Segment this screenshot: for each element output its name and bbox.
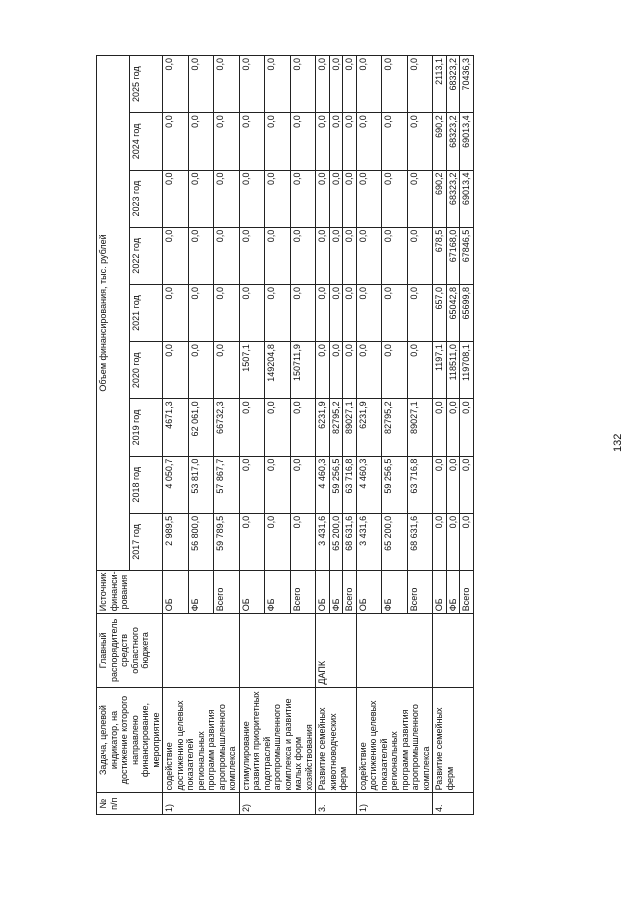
header-num: № п/п: [97, 793, 163, 815]
value-cell: 63 716,8: [407, 456, 433, 513]
block-task: Развитие семейных животноводческих ферм: [316, 687, 357, 793]
header-year: 2018 год: [130, 456, 163, 513]
value-cell: 56 800,0: [188, 513, 214, 570]
header-volume: Объем финансирования, тыс. рублей: [97, 56, 130, 571]
header-year: 2020 год: [130, 342, 163, 399]
value-cell: 0,0: [433, 456, 447, 513]
value-cell: 66732,3: [214, 399, 240, 456]
value-cell: 0,0: [163, 113, 189, 170]
value-cell: 0,0: [290, 56, 316, 113]
value-cell: 0,0: [290, 227, 316, 284]
value-cell: 0,0: [163, 227, 189, 284]
source-cell: ОБ: [433, 571, 447, 614]
value-cell: 65699,8: [460, 284, 474, 341]
value-cell: 0,0: [356, 170, 382, 227]
value-cell: 4 460,3: [316, 456, 330, 513]
value-cell: 0,0: [356, 227, 382, 284]
value-cell: 65042,8: [446, 284, 460, 341]
header-rasp: Главный распорядитель средств областного бюджета: [97, 614, 163, 687]
block-task: стимулирование развития приоритетных подотраслей агропромышленного комплекса и развитие малых форм хозяйствования: [239, 687, 316, 793]
block-num: 3.: [316, 793, 357, 815]
value-cell: 0,0: [214, 56, 240, 113]
header-year: 2022 год: [130, 227, 163, 284]
value-cell: 0,0: [214, 284, 240, 341]
value-cell: 0,0: [407, 342, 433, 399]
value-cell: 68 631,6: [343, 513, 357, 570]
value-cell: 0,0: [163, 56, 189, 113]
value-cell: 0,0: [316, 170, 330, 227]
value-cell: 0,0: [316, 56, 330, 113]
header-year: 2021 год: [130, 284, 163, 341]
value-cell: 0,0: [265, 56, 291, 113]
block-num: 4.: [433, 793, 474, 815]
value-cell: 0,0: [214, 113, 240, 170]
source-cell: ОБ: [239, 571, 265, 614]
block-num: 2): [239, 793, 316, 815]
value-cell: 4 460,3: [356, 456, 382, 513]
value-cell: 59 256,5: [382, 456, 408, 513]
block-task: содействие достижению целевых показателей региональных программ развития агропромышленного комплекса: [356, 687, 433, 793]
value-cell: 0,0: [316, 342, 330, 399]
source-cell: ОБ: [316, 571, 330, 614]
value-cell: 63 716,8: [343, 456, 357, 513]
value-cell: 62 061,0: [188, 399, 214, 456]
value-cell: 0,0: [407, 113, 433, 170]
value-cell: 0,0: [239, 170, 265, 227]
value-cell: 0,0: [343, 56, 357, 113]
value-cell: 0,0: [265, 227, 291, 284]
header-year: 2019 год: [130, 399, 163, 456]
value-cell: 0,0: [290, 456, 316, 513]
value-cell: 0,0: [356, 56, 382, 113]
value-cell: 57 867,7: [214, 456, 240, 513]
value-cell: 65 200,0: [329, 513, 343, 570]
value-cell: 89027,1: [343, 399, 357, 456]
value-cell: 0,0: [446, 513, 460, 570]
block-num: 1): [356, 793, 433, 815]
value-cell: 0,0: [407, 56, 433, 113]
value-cell: 1197,1: [433, 342, 447, 399]
table-row: [433, 56, 447, 815]
header-year: 2017 год: [130, 513, 163, 570]
header-year: 2023 год: [130, 170, 163, 227]
value-cell: 0,0: [239, 399, 265, 456]
value-cell: 0,0: [356, 284, 382, 341]
value-cell: 0,0: [382, 113, 408, 170]
value-cell: 70436,3: [460, 56, 474, 113]
value-cell: 3 431,6: [356, 513, 382, 570]
value-cell: 2113,1: [433, 56, 447, 113]
value-cell: 0,0: [265, 399, 291, 456]
table-row: [163, 56, 189, 815]
source-cell: Всего: [343, 571, 357, 614]
source-cell: ФБ: [446, 571, 460, 614]
header-year: 2024 год: [130, 113, 163, 170]
value-cell: 678,5: [433, 227, 447, 284]
value-cell: 0,0: [343, 342, 357, 399]
value-cell: 0,0: [356, 342, 382, 399]
value-cell: 0,0: [382, 170, 408, 227]
value-cell: 0,0: [316, 284, 330, 341]
value-cell: 0,0: [290, 170, 316, 227]
value-cell: 89027,1: [407, 399, 433, 456]
value-cell: 0,0: [239, 113, 265, 170]
value-cell: 0,0: [407, 284, 433, 341]
value-cell: 0,0: [460, 456, 474, 513]
value-cell: 0,0: [188, 342, 214, 399]
value-cell: 0,0: [329, 113, 343, 170]
value-cell: 67168,0: [446, 227, 460, 284]
value-cell: 6231,9: [356, 399, 382, 456]
source-cell: ФБ: [382, 571, 408, 614]
value-cell: 0,0: [214, 170, 240, 227]
source-cell: Всего: [290, 571, 316, 614]
value-cell: 0,0: [239, 284, 265, 341]
value-cell: 0,0: [329, 56, 343, 113]
financing-table: [96, 55, 474, 815]
source-cell: Всего: [407, 571, 433, 614]
value-cell: 690,2: [433, 113, 447, 170]
value-cell: 150711,9: [290, 342, 316, 399]
value-cell: 0,0: [188, 56, 214, 113]
value-cell: 6231,9: [316, 399, 330, 456]
value-cell: 0,0: [265, 170, 291, 227]
value-cell: 0,0: [265, 284, 291, 341]
value-cell: 0,0: [239, 227, 265, 284]
value-cell: 0,0: [460, 399, 474, 456]
value-cell: 68323,2: [446, 113, 460, 170]
value-cell: 0,0: [214, 342, 240, 399]
value-cell: 68323,2: [446, 170, 460, 227]
source-cell: ФБ: [329, 571, 343, 614]
value-cell: 118511,0: [446, 342, 460, 399]
value-cell: 68323,2: [446, 56, 460, 113]
value-cell: 0,0: [343, 227, 357, 284]
value-cell: 0,0: [239, 56, 265, 113]
source-cell: Всего: [460, 571, 474, 614]
block-task: содействие достижению целевых показателей региональных программ развития агропромышленного комплекса: [163, 687, 240, 793]
value-cell: 0,0: [163, 342, 189, 399]
block-rasp: [239, 614, 316, 687]
value-cell: 690,2: [433, 170, 447, 227]
value-cell: 119708,1: [460, 342, 474, 399]
value-cell: 0,0: [407, 227, 433, 284]
value-cell: 68 631,6: [407, 513, 433, 570]
source-cell: Всего: [214, 571, 240, 614]
value-cell: 65 200,0: [382, 513, 408, 570]
header-row: [97, 56, 130, 815]
value-cell: 82795,2: [329, 399, 343, 456]
value-cell: 82795,2: [382, 399, 408, 456]
value-cell: 0,0: [343, 170, 357, 227]
value-cell: 67846,5: [460, 227, 474, 284]
value-cell: 0,0: [290, 399, 316, 456]
value-cell: 0,0: [265, 113, 291, 170]
block-rasp: [356, 614, 433, 687]
header-task: Задача, целевой индикатор, на достижение которого направлено финансирование, мероприятие: [97, 687, 163, 793]
value-cell: 0,0: [382, 284, 408, 341]
value-cell: 0,0: [316, 113, 330, 170]
value-cell: 69013,4: [460, 113, 474, 170]
value-cell: 149204,8: [265, 342, 291, 399]
value-cell: 0,0: [265, 456, 291, 513]
value-cell: 0,0: [188, 227, 214, 284]
value-cell: 0,0: [239, 456, 265, 513]
value-cell: 0,0: [163, 170, 189, 227]
value-cell: 0,0: [329, 227, 343, 284]
value-cell: 4 050,7: [163, 456, 189, 513]
rotated-table-area: [96, 55, 618, 815]
value-cell: 0,0: [239, 513, 265, 570]
value-cell: 69013,4: [460, 170, 474, 227]
source-cell: ОБ: [356, 571, 382, 614]
header-year: 2025 год: [130, 56, 163, 113]
value-cell: 59 256,5: [329, 456, 343, 513]
value-cell: 53 817,0: [188, 456, 214, 513]
value-cell: 0,0: [329, 170, 343, 227]
value-cell: 0,0: [163, 284, 189, 341]
value-cell: 0,0: [382, 56, 408, 113]
value-cell: 0,0: [265, 513, 291, 570]
value-cell: 0,0: [433, 513, 447, 570]
value-cell: 0,0: [290, 284, 316, 341]
block-rasp: [433, 614, 474, 687]
value-cell: 0,0: [356, 113, 382, 170]
value-cell: 657,0: [433, 284, 447, 341]
value-cell: 0,0: [460, 513, 474, 570]
block-task: Развитие семейных ферм: [433, 687, 474, 793]
source-cell: ФБ: [265, 571, 291, 614]
value-cell: 0,0: [382, 342, 408, 399]
value-cell: 0,0: [329, 284, 343, 341]
header-source: Источник финанси-рования: [97, 571, 163, 614]
value-cell: 0,0: [343, 113, 357, 170]
value-cell: 0,0: [290, 113, 316, 170]
value-cell: 0,0: [329, 342, 343, 399]
value-cell: 0,0: [188, 284, 214, 341]
value-cell: 4671,3: [163, 399, 189, 456]
value-cell: 0,0: [316, 227, 330, 284]
table-row: [316, 56, 330, 815]
value-cell: 59 789,5: [214, 513, 240, 570]
value-cell: 0,0: [188, 170, 214, 227]
value-cell: 0,0: [446, 399, 460, 456]
table-row: [239, 56, 265, 815]
block-num: 1): [163, 793, 240, 815]
source-cell: ФБ: [188, 571, 214, 614]
value-cell: 3 431,6: [316, 513, 330, 570]
page-number: 132: [612, 433, 624, 452]
value-cell: 2 989,5: [163, 513, 189, 570]
block-rasp: [163, 614, 240, 687]
value-cell: 0,0: [433, 399, 447, 456]
table-body: [163, 56, 474, 815]
value-cell: 0,0: [290, 513, 316, 570]
value-cell: 0,0: [446, 456, 460, 513]
value-cell: 0,0: [382, 227, 408, 284]
source-cell: ОБ: [163, 571, 189, 614]
value-cell: 0,0: [188, 113, 214, 170]
value-cell: 0,0: [407, 170, 433, 227]
value-cell: 0,0: [343, 284, 357, 341]
block-rasp: ДАПК: [316, 614, 357, 687]
value-cell: 1507,1: [239, 342, 265, 399]
table-row: [356, 56, 382, 815]
value-cell: 0,0: [214, 227, 240, 284]
